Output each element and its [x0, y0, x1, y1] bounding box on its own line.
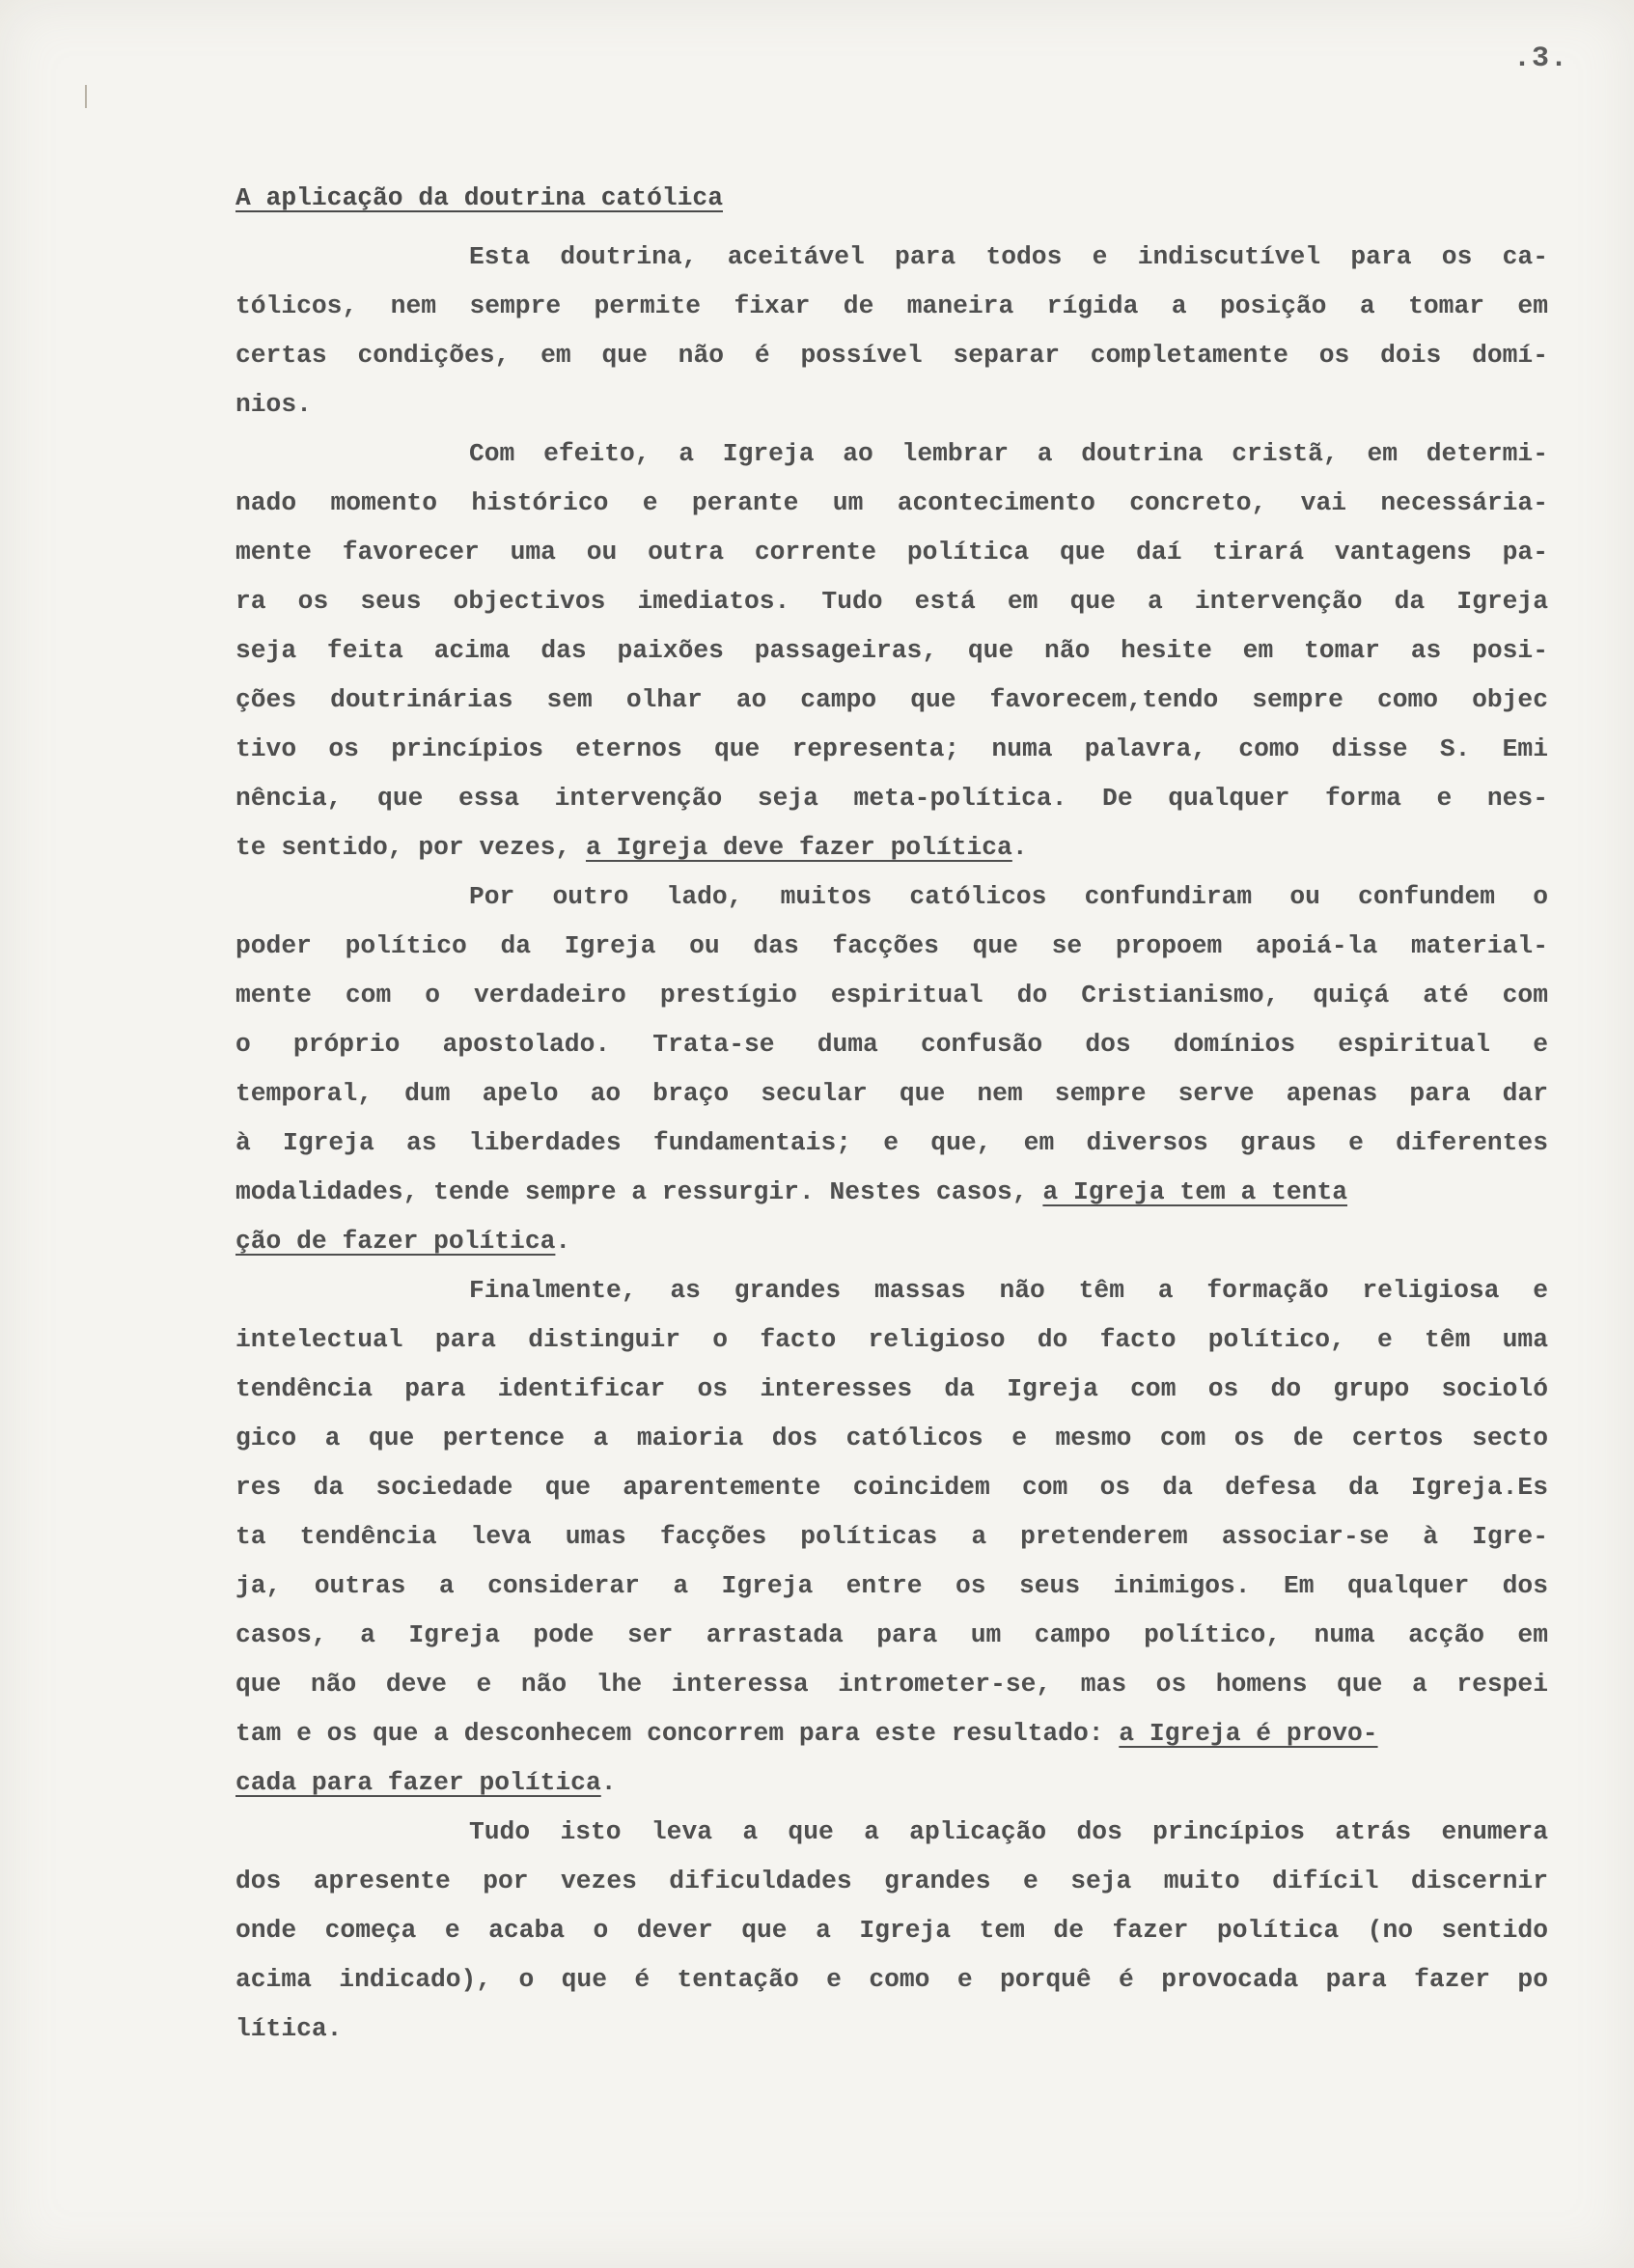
- text-line: casos, a Igreja pode ser arrastada para um campo político, numa acção em: [235, 1620, 1548, 1649]
- underlined-phrase: a Igreja tem a tenta: [1042, 1177, 1348, 1206]
- text-line: tendência para identificar os interesses da Igreja com os do grupo socioló: [235, 1374, 1548, 1403]
- text-line: acima indicado), o que é tentação e como e porquê é provocada para fazer po: [235, 1965, 1548, 1994]
- text-line: gico a que pertence a maioria dos católicos e mesmo com os de certos secto: [235, 1424, 1548, 1452]
- underlined-phrase: a Igreja é provo-: [1119, 1719, 1378, 1748]
- paragraph: [235, 233, 1548, 429]
- text-line: [235, 1217, 1548, 1266]
- text-line: que não deve e não lhe interessa intrometer-se, mas os homens que a respei: [235, 1670, 1548, 1699]
- page-number: .3.: [1512, 42, 1568, 75]
- text-line: à Igreja as liberdades fundamentais; e que, em diversos graus e diferentes: [235, 1128, 1548, 1157]
- text-line: Finalmente, as grandes massas não têm a formação religiosa e: [469, 1276, 1548, 1305]
- section-heading: [235, 174, 1548, 223]
- text-line: intelectual para distinguir o facto religioso do facto político, e têm uma: [235, 1325, 1548, 1354]
- text-line: o próprio apostolado. Trata-se duma confusão dos domínios espiritual e: [235, 1030, 1548, 1059]
- text-line: Por outro lado, muitos católicos confundiram ou confundem o: [469, 882, 1548, 911]
- text-line: [235, 1168, 1548, 1217]
- text-line: tivo os princípios eternos que representa; numa palavra, como disse S. Emi: [235, 734, 1548, 763]
- text-line: ta tendência leva umas facções políticas a pretenderem associar-se à Igre-: [235, 1522, 1548, 1551]
- underlined-phrase: ção de fazer política: [235, 1227, 556, 1256]
- line-text: .: [600, 1768, 617, 1797]
- text-line: lítica.: [235, 2014, 343, 2043]
- underlined-phrase: a Igreja deve fazer política: [585, 833, 1012, 862]
- paragraph: [235, 1808, 1548, 2054]
- margin-mark: [85, 85, 87, 108]
- line-text: .: [1011, 833, 1028, 862]
- text-line: ra os seus objectivos imediatos. Tudo está em que a intervenção da Igreja: [235, 587, 1548, 616]
- line-text: .: [555, 1227, 571, 1256]
- line-text: modalidades, tende sempre a ressurgir. Nestes casos,: [235, 1177, 1043, 1206]
- text-line: ções doutrinárias sem olhar ao campo que favorecem,tendo sempre como objec: [235, 685, 1548, 714]
- text-line: Tudo isto leva a que a aplicação dos princípios atrás enumera: [469, 1817, 1548, 1846]
- text-line: Com efeito, a Igreja ao lembrar a doutrina cristã, em determi-: [469, 439, 1548, 468]
- section-heading-text: A aplicação da doutrina católica: [235, 183, 723, 212]
- text-line: res da sociedade que aparentemente coincidem com os da defesa da Igreja.Es: [235, 1473, 1548, 1502]
- text-line: seja feita acima das paixões passageiras, que não hesite em tomar as posi-: [235, 636, 1548, 665]
- text-line: mente com o verdadeiro prestígio espiritual do Cristianismo, quiçá até com: [235, 981, 1548, 1010]
- text-line: ja, outras a considerar a Igreja entre os seus inimigos. Em qualquer dos: [235, 1571, 1548, 1600]
- line-text: tam e os que a desconhecem concorrem para este resultado:: [235, 1719, 1120, 1748]
- paragraphs: [235, 233, 1548, 2054]
- text-line: dos apresente por vezes dificuldades grandes e seja muito difícil discernir: [235, 1867, 1548, 1895]
- paragraph: [235, 1266, 1548, 1808]
- text-line: [235, 823, 1548, 872]
- line-text: te sentido, por vezes,: [235, 833, 586, 862]
- document-body: [235, 174, 1548, 2054]
- paragraph: [235, 872, 1548, 1266]
- text-line: [235, 1709, 1548, 1758]
- text-line: nado momento histórico e perante um acontecimento concreto, vai necessária-: [235, 488, 1548, 517]
- text-line: certas condições, em que não é possível separar completamente os dois domí-: [235, 341, 1548, 370]
- text-line: nência, que essa intervenção seja meta-política. De qualquer forma e nes-: [235, 784, 1548, 813]
- text-line: tólicos, nem sempre permite fixar de maneira rígida a posição a tomar em: [235, 291, 1548, 320]
- underlined-phrase: cada para fazer política: [235, 1768, 601, 1797]
- text-line: [235, 1758, 1548, 1808]
- text-line: poder político da Igreja ou das facções que se propoem apoiá-la material-: [235, 931, 1548, 960]
- text-line: temporal, dum apelo ao braço secular que nem sempre serve apenas para dar: [235, 1079, 1548, 1108]
- text-line: onde começa e acaba o dever que a Igreja tem de fazer política (no sentido: [235, 1916, 1548, 1945]
- text-line: mente favorecer uma ou outra corrente política que daí tirará vantagens pa-: [235, 538, 1548, 567]
- text-line: Esta doutrina, aceitável para todos e indiscutível para os ca-: [469, 242, 1548, 271]
- text-line: nios.: [235, 390, 312, 419]
- paragraph: [235, 429, 1548, 872]
